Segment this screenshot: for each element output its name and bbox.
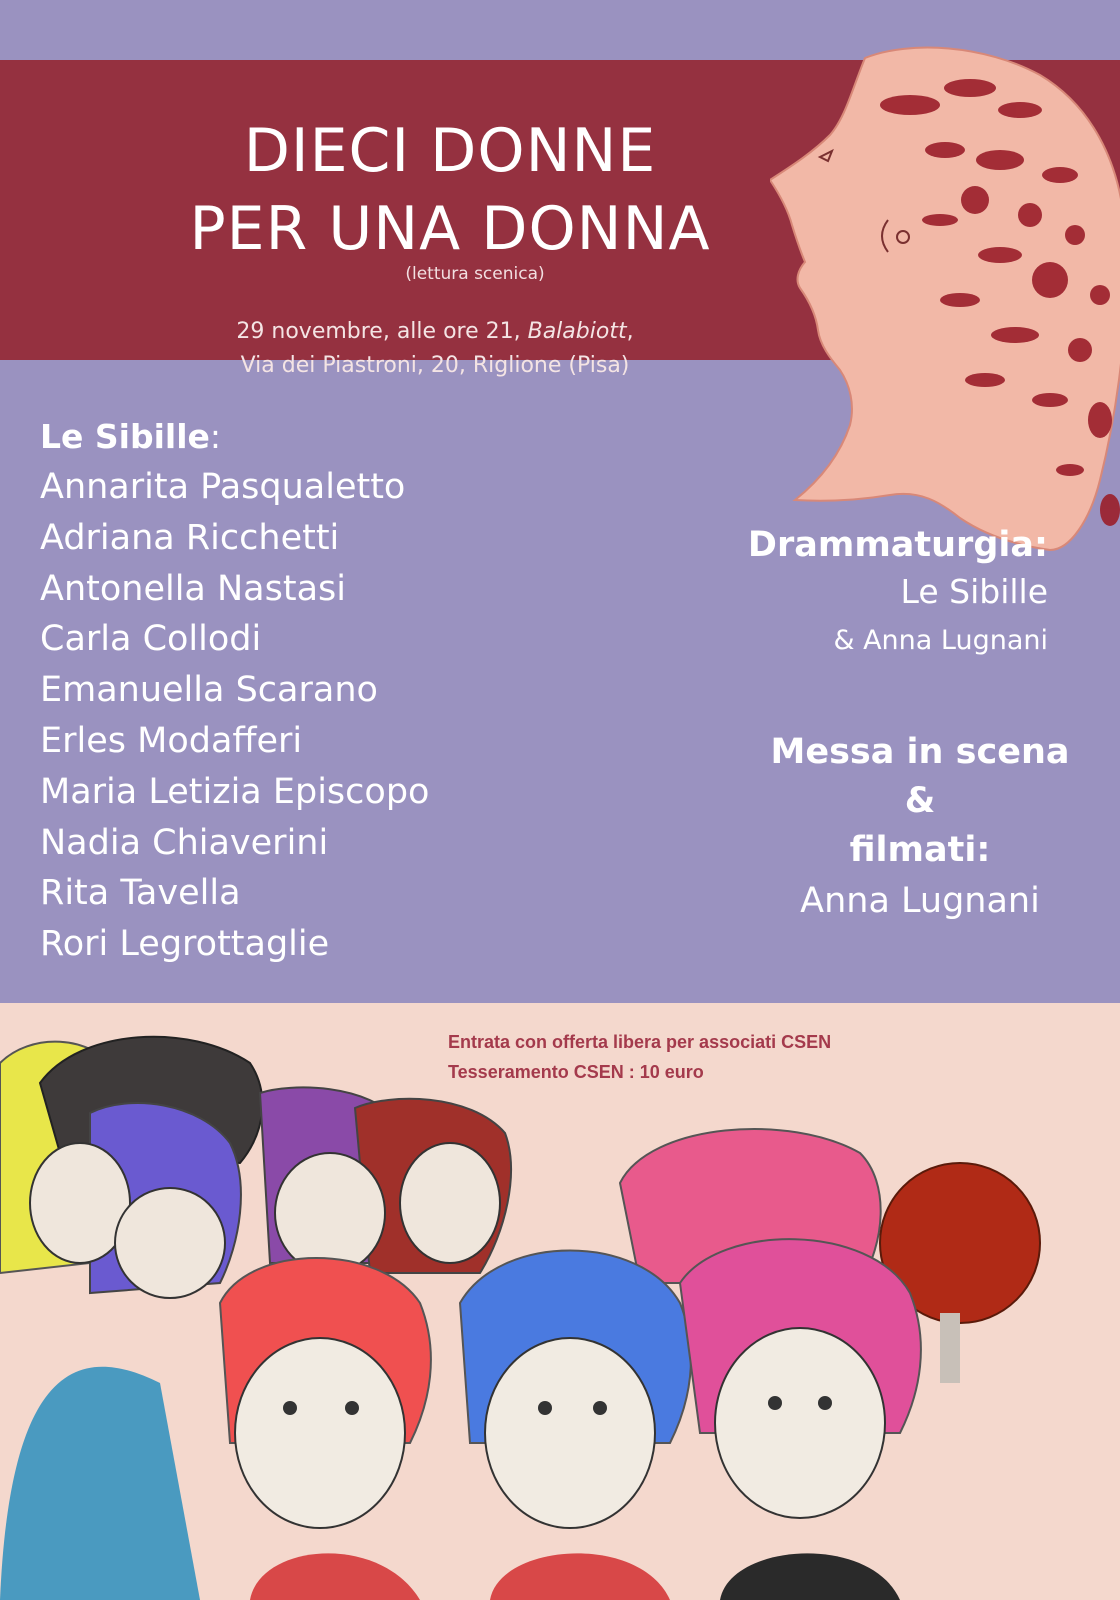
cast-member: Carla Collodi — [40, 619, 262, 660]
entry-line-1: Entrata con offerta libera per associati CSEN — [448, 1032, 832, 1052]
address: Via dei Piastroni, 20, Riglione (Pisa) — [240, 353, 630, 378]
crowd-of-faces-illustration — [0, 1003, 1120, 1600]
event-title — [0, 112, 900, 268]
staging-credits — [760, 728, 1080, 927]
cast-member: Rita Tavella — [40, 873, 241, 914]
staging-value: Anna Lugnani — [800, 881, 1040, 921]
cast-heading-label: Le Sibille — [40, 417, 210, 456]
entry-info — [448, 1027, 831, 1087]
cast-heading — [40, 412, 429, 462]
cast-member: Erles Modafferi — [40, 720, 303, 761]
cast-list — [40, 462, 429, 970]
dramaturgy-value-2: & Anna Lugnani — [833, 625, 1048, 656]
entry-line-2: Tesseramento CSEN : 10 euro — [448, 1062, 704, 1082]
cast-member: Nadia Chiaverini — [40, 822, 329, 863]
dramaturgy-label: Drammaturgia: — [747, 525, 1048, 565]
title-line-2: PER UNA DONNA — [189, 194, 711, 264]
title-line-1: DIECI DONNE — [243, 116, 657, 186]
cast-member: Adriana Ricchetti — [40, 517, 340, 558]
dramaturgy-credits — [708, 522, 1048, 666]
venue-suffix: , — [626, 319, 634, 344]
front-row — [0, 1239, 921, 1600]
cast-heading-colon: : — [209, 417, 222, 456]
date-time: 29 novembre, alle ore 21, — [236, 319, 521, 344]
staging-label-3: filmati: — [849, 830, 991, 870]
cast-member: Annarita Pasqualetto — [40, 467, 406, 507]
staging-label-2: & — [904, 781, 936, 821]
dramaturgy-value: Le Sibille — [900, 572, 1048, 611]
event-info — [0, 315, 870, 383]
date-line — [0, 315, 870, 349]
cast-section — [40, 412, 429, 970]
venue-name: Balabiott — [527, 319, 627, 344]
woman-profile-illustration — [770, 40, 1120, 570]
staging-label-1: Messa in scena — [770, 732, 1070, 772]
cast-member: Maria Letizia Episcopo — [40, 771, 430, 812]
cast-member: Rori Legrottaglie — [40, 924, 330, 965]
cast-member: Antonella Nastasi — [40, 568, 346, 609]
cast-member: Emanuella Scarano — [40, 670, 378, 711]
event-subtitle: (lettura scenica) — [405, 264, 545, 284]
